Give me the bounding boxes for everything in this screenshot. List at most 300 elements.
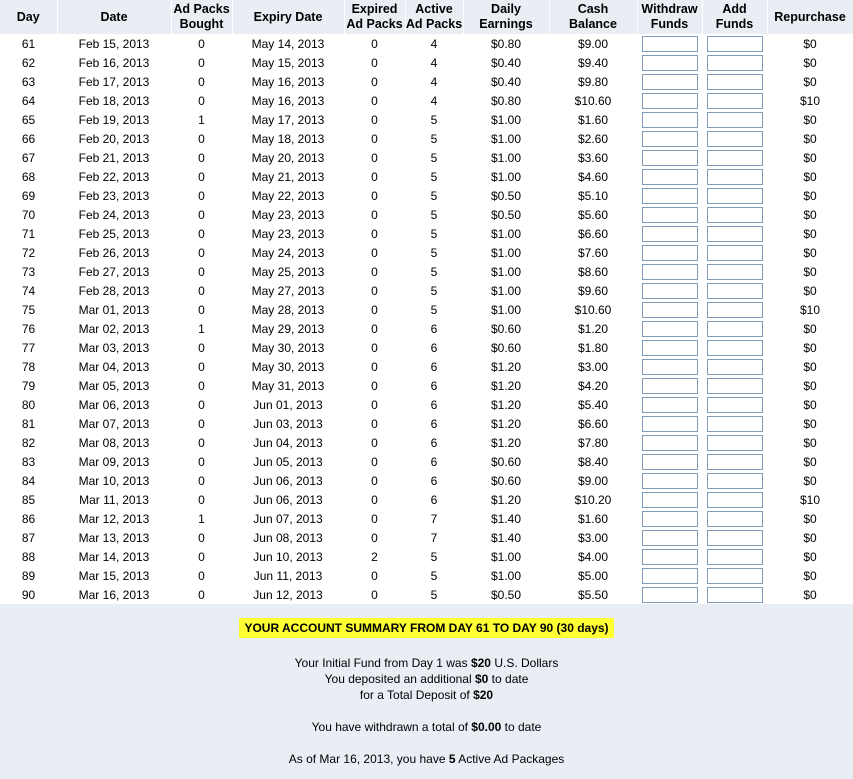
cell-day: 82 xyxy=(21,435,36,450)
cell-active-ad-packs: 5 xyxy=(430,188,438,203)
cell-day: 79 xyxy=(21,378,36,393)
cell-daily-earnings: $1.00 xyxy=(490,245,522,260)
cell-cash-balance: $6.60 xyxy=(577,226,609,241)
add-funds-input[interactable] xyxy=(707,340,763,356)
cell-date: Feb 24, 2013 xyxy=(78,207,150,222)
withdraw-funds-input[interactable] xyxy=(642,283,698,299)
cell-daily-earnings: $1.40 xyxy=(490,530,522,545)
add-funds-input[interactable] xyxy=(707,131,763,147)
withdraw-funds-input[interactable] xyxy=(642,93,698,109)
col-active-ad-packs: Active Ad Packs xyxy=(405,0,463,34)
add-funds-input[interactable] xyxy=(707,454,763,470)
cell-active-ad-packs: 5 xyxy=(430,568,438,583)
cell-date: Feb 18, 2013 xyxy=(78,93,150,108)
cell-date: Mar 15, 2013 xyxy=(78,568,150,583)
withdraw-funds-input[interactable] xyxy=(642,473,698,489)
withdraw-funds-cell xyxy=(637,72,702,91)
cell-cash-balance: $7.80 xyxy=(577,435,609,450)
cell-active-ad-packs: 6 xyxy=(430,473,438,488)
table-row xyxy=(0,262,853,281)
add-funds-input[interactable] xyxy=(707,74,763,90)
cell-day: 70 xyxy=(21,207,36,222)
cell-cash-balance: $2.60 xyxy=(577,131,609,146)
cell-daily-earnings: $0.60 xyxy=(490,473,522,488)
add-funds-input[interactable] xyxy=(707,435,763,451)
cell-date: Feb 27, 2013 xyxy=(78,264,150,279)
table-row xyxy=(0,585,853,604)
cell-repurchase: $0 xyxy=(803,264,817,279)
add-funds-input[interactable] xyxy=(707,397,763,413)
cell-expiry-date: May 30, 2013 xyxy=(251,340,325,355)
cell-daily-earnings: $1.20 xyxy=(490,397,522,412)
withdraw-funds-cell xyxy=(637,528,702,547)
cell-cash-balance: $3.60 xyxy=(577,150,609,165)
cell-cash-balance: $5.00 xyxy=(577,568,609,583)
cell-repurchase: $0 xyxy=(803,245,817,260)
cell-daily-earnings: $1.00 xyxy=(490,112,522,127)
summary-title: YOUR ACCOUNT SUMMARY FROM DAY 61 TO DAY 90 (30 days) xyxy=(239,618,613,638)
cell-day: 68 xyxy=(21,169,36,184)
add-funds-input[interactable] xyxy=(707,473,763,489)
cell-daily-earnings: $0.80 xyxy=(490,93,522,108)
cell-daily-earnings: $1.20 xyxy=(490,378,522,393)
cell-ad-packs-bought: 0 xyxy=(198,169,205,184)
cell-active-ad-packs: 4 xyxy=(430,55,438,70)
cell-active-ad-packs: 4 xyxy=(430,36,438,51)
cell-daily-earnings: $1.00 xyxy=(490,549,522,564)
add-funds-cell xyxy=(702,110,767,129)
cell-expired-ad-packs: 0 xyxy=(371,511,378,526)
table-row xyxy=(0,129,853,148)
cell-cash-balance: $3.00 xyxy=(577,359,609,374)
cell-ad-packs-bought: 0 xyxy=(198,454,205,469)
cell-expiry-date: Jun 01, 2013 xyxy=(253,397,323,412)
cell-cash-balance: $8.40 xyxy=(577,454,609,469)
withdraw-funds-cell xyxy=(637,262,702,281)
withdraw-funds-input[interactable] xyxy=(642,36,698,52)
cell-day: 81 xyxy=(21,416,36,431)
cell-cash-balance: $5.40 xyxy=(577,397,609,412)
add-funds-input[interactable] xyxy=(707,321,763,337)
cell-day: 74 xyxy=(21,283,36,298)
cell-expired-ad-packs: 0 xyxy=(371,435,378,450)
table-row xyxy=(0,167,853,186)
cell-daily-earnings: $0.50 xyxy=(490,188,522,203)
initial-fund-line: Your Initial Fund from Day 1 was $20 U.S. Dollars xyxy=(294,656,559,670)
withdraw-funds-input[interactable] xyxy=(642,435,698,451)
withdraw-funds-cell xyxy=(637,281,702,300)
add-funds-cell xyxy=(702,53,767,72)
cell-ad-packs-bought: 0 xyxy=(198,302,205,317)
table-row xyxy=(0,148,853,167)
cell-date: Mar 03, 2013 xyxy=(78,340,150,355)
withdraw-funds-cell xyxy=(637,167,702,186)
cell-daily-earnings: $0.50 xyxy=(490,587,522,602)
cell-ad-packs-bought: 1 xyxy=(198,321,205,336)
cell-ad-packs-bought: 0 xyxy=(198,150,205,165)
cell-repurchase: $0 xyxy=(803,207,817,222)
cell-date: Mar 05, 2013 xyxy=(78,378,150,393)
withdraw-funds-input[interactable] xyxy=(642,150,698,166)
cell-expiry-date: Jun 06, 2013 xyxy=(253,492,323,507)
cell-expired-ad-packs: 0 xyxy=(371,188,378,203)
cell-active-ad-packs: 5 xyxy=(430,245,438,260)
withdraw-funds-input[interactable] xyxy=(642,359,698,375)
cell-day: 69 xyxy=(21,188,36,203)
cell-expiry-date: Jun 12, 2013 xyxy=(253,587,323,602)
cell-expiry-date: May 14, 2013 xyxy=(251,36,325,51)
add-funds-input[interactable] xyxy=(707,112,763,128)
cell-active-ad-packs: 4 xyxy=(430,74,438,89)
cell-day: 87 xyxy=(21,530,36,545)
cell-expiry-date: May 15, 2013 xyxy=(251,55,325,70)
add-funds-cell xyxy=(702,300,767,319)
cell-day: 66 xyxy=(21,131,36,146)
cell-ad-packs-bought: 0 xyxy=(198,359,205,374)
cell-date: Mar 13, 2013 xyxy=(78,530,150,545)
cell-daily-earnings: $0.60 xyxy=(490,321,522,336)
cell-ad-packs-bought: 0 xyxy=(198,36,205,51)
withdraw-funds-cell xyxy=(637,129,702,148)
cell-expiry-date: Jun 08, 2013 xyxy=(253,530,323,545)
cell-date: Mar 07, 2013 xyxy=(78,416,150,431)
table-row xyxy=(0,376,853,395)
add-funds-cell xyxy=(702,452,767,471)
cell-repurchase: $0 xyxy=(803,359,817,374)
table-row xyxy=(0,414,853,433)
add-funds-input[interactable] xyxy=(707,492,763,508)
cell-expired-ad-packs: 0 xyxy=(371,416,378,431)
cell-active-ad-packs: 5 xyxy=(430,587,438,602)
withdrawn-line: You have withdrawn a total of $0.00 to date xyxy=(311,720,542,734)
cell-daily-earnings: $1.00 xyxy=(490,150,522,165)
add-funds-input[interactable] xyxy=(707,511,763,527)
cell-cash-balance: $4.00 xyxy=(577,549,609,564)
cell-repurchase: $0 xyxy=(803,587,817,602)
cell-ad-packs-bought: 0 xyxy=(198,416,205,431)
withdraw-funds-cell xyxy=(637,433,702,452)
cell-day: 84 xyxy=(21,473,36,488)
cell-active-ad-packs: 5 xyxy=(430,169,438,184)
add-funds-input[interactable] xyxy=(707,587,763,603)
withdraw-funds-input[interactable] xyxy=(642,549,698,565)
cell-expiry-date: Jun 06, 2013 xyxy=(253,473,323,488)
cell-daily-earnings: $1.20 xyxy=(490,359,522,374)
withdraw-funds-cell xyxy=(637,34,702,53)
col-cash-balance: Cash Balance xyxy=(549,0,637,34)
cell-expiry-date: May 21, 2013 xyxy=(251,169,325,184)
cell-repurchase: $0 xyxy=(803,150,817,165)
cell-day: 61 xyxy=(21,36,36,51)
cell-ad-packs-bought: 0 xyxy=(198,226,205,241)
cell-expired-ad-packs: 0 xyxy=(371,302,378,317)
table-row xyxy=(0,395,853,414)
add-funds-cell xyxy=(702,566,767,585)
cell-expiry-date: Jun 11, 2013 xyxy=(253,568,323,583)
cell-expired-ad-packs: 0 xyxy=(371,169,378,184)
cell-expiry-date: May 16, 2013 xyxy=(251,93,325,108)
add-funds-cell xyxy=(702,224,767,243)
cell-day: 67 xyxy=(21,150,36,165)
cell-daily-earnings: $1.00 xyxy=(490,302,522,317)
cell-date: Feb 28, 2013 xyxy=(78,283,150,298)
withdraw-funds-cell xyxy=(637,509,702,528)
withdraw-funds-input[interactable] xyxy=(642,587,698,603)
cell-expiry-date: Jun 07, 2013 xyxy=(253,511,323,526)
cell-daily-earnings: $1.20 xyxy=(490,492,522,507)
add-funds-cell xyxy=(702,34,767,53)
cell-date: Mar 09, 2013 xyxy=(78,454,150,469)
add-funds-input[interactable] xyxy=(707,378,763,394)
add-funds-input[interactable] xyxy=(707,245,763,261)
cell-active-ad-packs: 6 xyxy=(430,321,438,336)
col-day: Day xyxy=(0,0,57,34)
cell-active-ad-packs: 5 xyxy=(430,283,438,298)
withdraw-funds-input[interactable] xyxy=(642,530,698,546)
add-funds-cell xyxy=(702,319,767,338)
withdraw-funds-cell xyxy=(637,452,702,471)
cell-cash-balance: $3.00 xyxy=(577,530,609,545)
cell-ad-packs-bought: 0 xyxy=(198,378,205,393)
add-funds-input[interactable] xyxy=(707,264,763,280)
cell-daily-earnings: $0.80 xyxy=(490,36,522,51)
add-funds-cell xyxy=(702,281,767,300)
cell-expired-ad-packs: 0 xyxy=(371,36,378,51)
cell-cash-balance: $10.60 xyxy=(574,302,612,317)
cell-expiry-date: May 16, 2013 xyxy=(251,74,325,89)
cell-expiry-date: May 30, 2013 xyxy=(251,359,325,374)
withdraw-funds-input[interactable] xyxy=(642,416,698,432)
add-funds-input[interactable] xyxy=(707,93,763,109)
cell-cash-balance: $10.20 xyxy=(574,492,612,507)
add-funds-input[interactable] xyxy=(707,359,763,375)
withdraw-funds-input[interactable] xyxy=(642,112,698,128)
cell-expired-ad-packs: 0 xyxy=(371,74,378,89)
table-row xyxy=(0,53,853,72)
add-funds-input[interactable] xyxy=(707,416,763,432)
cell-cash-balance: $4.20 xyxy=(577,378,609,393)
cell-expiry-date: May 17, 2013 xyxy=(251,112,325,127)
col-add-funds: Add Funds xyxy=(702,0,767,34)
add-funds-cell xyxy=(702,528,767,547)
col-expiry-date: Expiry Date xyxy=(232,0,344,34)
add-funds-input[interactable] xyxy=(707,169,763,185)
cell-day: 89 xyxy=(21,568,36,583)
cell-daily-earnings: $1.00 xyxy=(490,264,522,279)
table-header xyxy=(0,0,853,34)
cell-ad-packs-bought: 0 xyxy=(198,131,205,146)
cell-repurchase: $0 xyxy=(803,473,817,488)
cell-day: 77 xyxy=(21,340,36,355)
cell-active-ad-packs: 5 xyxy=(430,302,438,317)
cell-ad-packs-bought: 0 xyxy=(198,587,205,602)
col-repurchase: Repurchase xyxy=(767,0,853,34)
table-row xyxy=(0,528,853,547)
add-funds-input[interactable] xyxy=(707,549,763,565)
cell-date: Mar 10, 2013 xyxy=(78,473,150,488)
cell-ad-packs-bought: 0 xyxy=(198,340,205,355)
cell-daily-earnings: $0.60 xyxy=(490,340,522,355)
cell-repurchase: $0 xyxy=(803,226,817,241)
add-funds-cell xyxy=(702,72,767,91)
withdraw-funds-input[interactable] xyxy=(642,264,698,280)
cell-repurchase: $0 xyxy=(803,416,817,431)
cell-active-ad-packs: 5 xyxy=(430,131,438,146)
cell-expiry-date: May 20, 2013 xyxy=(251,150,325,165)
cell-cash-balance: $1.60 xyxy=(577,112,609,127)
cell-repurchase: $10 xyxy=(799,492,821,507)
add-funds-cell xyxy=(702,433,767,452)
cell-day: 83 xyxy=(21,454,36,469)
cell-active-ad-packs: 5 xyxy=(430,150,438,165)
cell-active-ad-packs: 7 xyxy=(430,511,438,526)
withdraw-funds-cell xyxy=(637,471,702,490)
withdraw-funds-input[interactable] xyxy=(642,454,698,470)
withdraw-funds-input[interactable] xyxy=(642,55,698,71)
cell-active-ad-packs: 6 xyxy=(430,397,438,412)
cell-expiry-date: May 18, 2013 xyxy=(251,131,325,146)
withdraw-funds-input[interactable] xyxy=(642,397,698,413)
add-funds-input[interactable] xyxy=(707,530,763,546)
withdraw-funds-input[interactable] xyxy=(642,245,698,261)
cell-repurchase: $0 xyxy=(803,454,817,469)
cell-expired-ad-packs: 0 xyxy=(371,473,378,488)
withdraw-funds-cell xyxy=(637,338,702,357)
withdraw-funds-input[interactable] xyxy=(642,321,698,337)
table-row xyxy=(0,319,853,338)
cell-date: Mar 06, 2013 xyxy=(78,397,150,412)
table-row xyxy=(0,452,853,471)
withdraw-funds-cell xyxy=(637,414,702,433)
table-row xyxy=(0,243,853,262)
cell-expired-ad-packs: 0 xyxy=(371,587,378,602)
cell-daily-earnings: $1.40 xyxy=(490,511,522,526)
add-funds-cell xyxy=(702,262,767,281)
withdraw-funds-input[interactable] xyxy=(642,188,698,204)
withdraw-funds-input[interactable] xyxy=(642,226,698,242)
cell-cash-balance: $9.00 xyxy=(577,473,609,488)
withdraw-funds-cell xyxy=(637,53,702,72)
withdraw-funds-cell xyxy=(637,148,702,167)
add-funds-input[interactable] xyxy=(707,568,763,584)
cell-expired-ad-packs: 0 xyxy=(371,492,378,507)
add-funds-cell xyxy=(702,91,767,110)
cell-expired-ad-packs: 0 xyxy=(371,112,378,127)
table-row xyxy=(0,72,853,91)
cell-expired-ad-packs: 0 xyxy=(371,245,378,260)
cell-date: Feb 21, 2013 xyxy=(78,150,150,165)
add-funds-input[interactable] xyxy=(707,283,763,299)
cell-cash-balance: $5.50 xyxy=(577,587,609,602)
add-funds-input[interactable] xyxy=(707,302,763,318)
cell-expired-ad-packs: 0 xyxy=(371,207,378,222)
add-funds-cell xyxy=(702,357,767,376)
cell-daily-earnings: $0.40 xyxy=(490,74,522,89)
cell-cash-balance: $1.60 xyxy=(577,511,609,526)
col-daily-earnings: Daily Earnings xyxy=(463,0,549,34)
cell-cash-balance: $6.60 xyxy=(577,416,609,431)
cell-cash-balance: $5.60 xyxy=(577,207,609,222)
cell-day: 75 xyxy=(21,302,36,317)
withdraw-funds-input[interactable] xyxy=(642,568,698,584)
deposit-line: You deposited an additional $0 to date xyxy=(324,672,529,686)
cell-active-ad-packs: 6 xyxy=(430,359,438,374)
cell-expired-ad-packs: 0 xyxy=(371,568,378,583)
withdraw-funds-input[interactable] xyxy=(642,302,698,318)
withdraw-funds-cell xyxy=(637,205,702,224)
add-funds-input[interactable] xyxy=(707,188,763,204)
withdraw-funds-input[interactable] xyxy=(642,74,698,90)
cell-expired-ad-packs: 0 xyxy=(371,131,378,146)
cell-date: Feb 22, 2013 xyxy=(78,169,150,184)
withdraw-funds-input[interactable] xyxy=(642,207,698,223)
withdraw-funds-input[interactable] xyxy=(642,169,698,185)
cell-ad-packs-bought: 0 xyxy=(198,245,205,260)
cell-expired-ad-packs: 0 xyxy=(371,359,378,374)
withdraw-funds-cell xyxy=(637,319,702,338)
cell-date: Feb 17, 2013 xyxy=(78,74,150,89)
withdraw-funds-cell xyxy=(637,186,702,205)
cell-repurchase: $0 xyxy=(803,549,817,564)
cell-date: Feb 20, 2013 xyxy=(78,131,150,146)
add-funds-input[interactable] xyxy=(707,36,763,52)
cell-repurchase: $10 xyxy=(799,302,821,317)
withdraw-funds-input[interactable] xyxy=(642,492,698,508)
table-row xyxy=(0,471,853,490)
add-funds-input[interactable] xyxy=(707,55,763,71)
add-funds-cell xyxy=(702,243,767,262)
withdraw-funds-input[interactable] xyxy=(642,511,698,527)
withdraw-funds-cell xyxy=(637,243,702,262)
cell-expired-ad-packs: 0 xyxy=(371,321,378,336)
withdraw-funds-input[interactable] xyxy=(642,378,698,394)
cell-cash-balance: $7.60 xyxy=(577,245,609,260)
add-funds-input[interactable] xyxy=(707,150,763,166)
table-row xyxy=(0,357,853,376)
cell-cash-balance: $5.10 xyxy=(577,188,609,203)
withdraw-funds-cell xyxy=(637,91,702,110)
cell-ad-packs-bought: 0 xyxy=(198,55,205,70)
add-funds-input[interactable] xyxy=(707,207,763,223)
add-funds-cell xyxy=(702,509,767,528)
table-row xyxy=(0,281,853,300)
table-row xyxy=(0,566,853,585)
withdraw-funds-input[interactable] xyxy=(642,340,698,356)
add-funds-cell xyxy=(702,338,767,357)
cell-active-ad-packs: 4 xyxy=(430,93,438,108)
cell-expiry-date: May 29, 2013 xyxy=(251,321,325,336)
cell-day: 63 xyxy=(21,74,36,89)
cell-expiry-date: May 23, 2013 xyxy=(251,226,325,241)
cell-daily-earnings: $1.00 xyxy=(490,131,522,146)
cell-ad-packs-bought: 0 xyxy=(198,435,205,450)
col-withdraw-funds: Withdraw Funds xyxy=(637,0,702,34)
cell-cash-balance: $1.80 xyxy=(577,340,609,355)
cell-ad-packs-bought: 0 xyxy=(198,207,205,222)
withdraw-funds-input[interactable] xyxy=(642,131,698,147)
cell-repurchase: $0 xyxy=(803,340,817,355)
cell-expiry-date: Jun 10, 2013 xyxy=(253,549,323,564)
add-funds-cell xyxy=(702,376,767,395)
cell-expired-ad-packs: 0 xyxy=(371,55,378,70)
add-funds-input[interactable] xyxy=(707,226,763,242)
cell-date: Feb 25, 2013 xyxy=(78,226,150,241)
cell-daily-earnings: $0.50 xyxy=(490,207,522,222)
cell-day: 88 xyxy=(21,549,36,564)
cell-expired-ad-packs: 0 xyxy=(371,93,378,108)
cell-expired-ad-packs: 0 xyxy=(371,340,378,355)
cell-date: Mar 12, 2013 xyxy=(78,511,150,526)
